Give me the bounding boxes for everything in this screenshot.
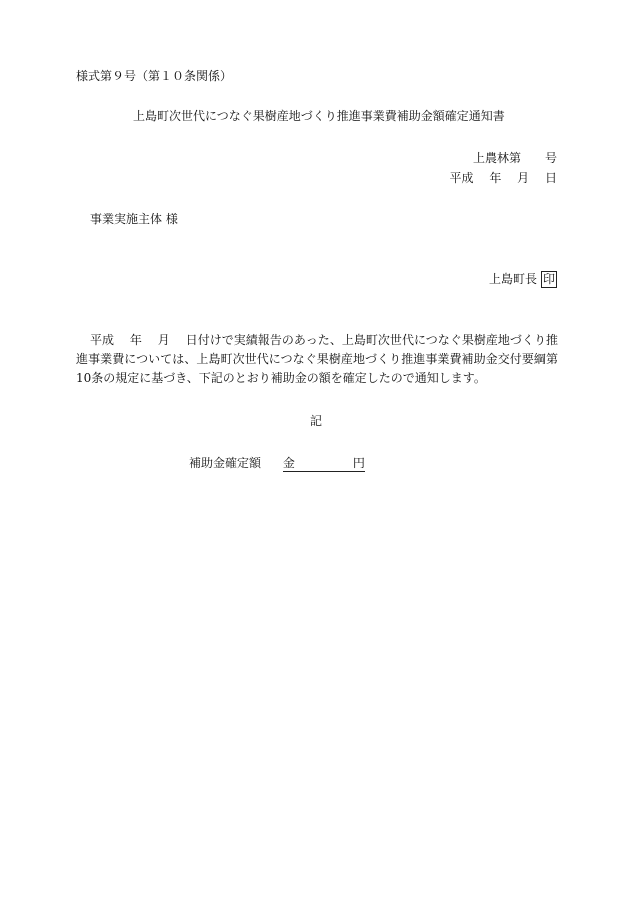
issuer: [489, 271, 557, 288]
recipient-honorific: 様: [165, 212, 178, 226]
amount-field: [283, 456, 365, 472]
document-title: 上島町次世代につなぐ果樹産地づくり推進事業費補助金額確定通知書: [133, 109, 505, 123]
issuer-name: 上島町長: [488, 272, 537, 286]
amount-line: [189, 455, 365, 472]
recipient: [90, 211, 178, 227]
amount-unit: 円: [352, 456, 365, 470]
seal-box: 印: [542, 272, 555, 286]
ki-heading: 記: [310, 414, 323, 428]
reference-number: 上農林第 号: [472, 151, 557, 165]
amount-label: 補助金確定額: [189, 456, 262, 470]
recipient-name: 事業実施主体: [90, 212, 163, 226]
issue-date: 平成 年 月 日: [449, 171, 557, 185]
body-text: 平成 年 月 日付けで実績報告のあった、上島町次世代につなぐ果樹産地づくり推進事業費については、上島町次世代につなぐ果樹産地づくり推進事業費補助金交付要綱第10条の規定に基づき、下記のとおり補助金の額を確定したので通知します。: [76, 333, 558, 385]
form-number: 様式第９号（第１０条関係）: [76, 69, 233, 83]
amount-prefix: 金: [282, 456, 295, 470]
